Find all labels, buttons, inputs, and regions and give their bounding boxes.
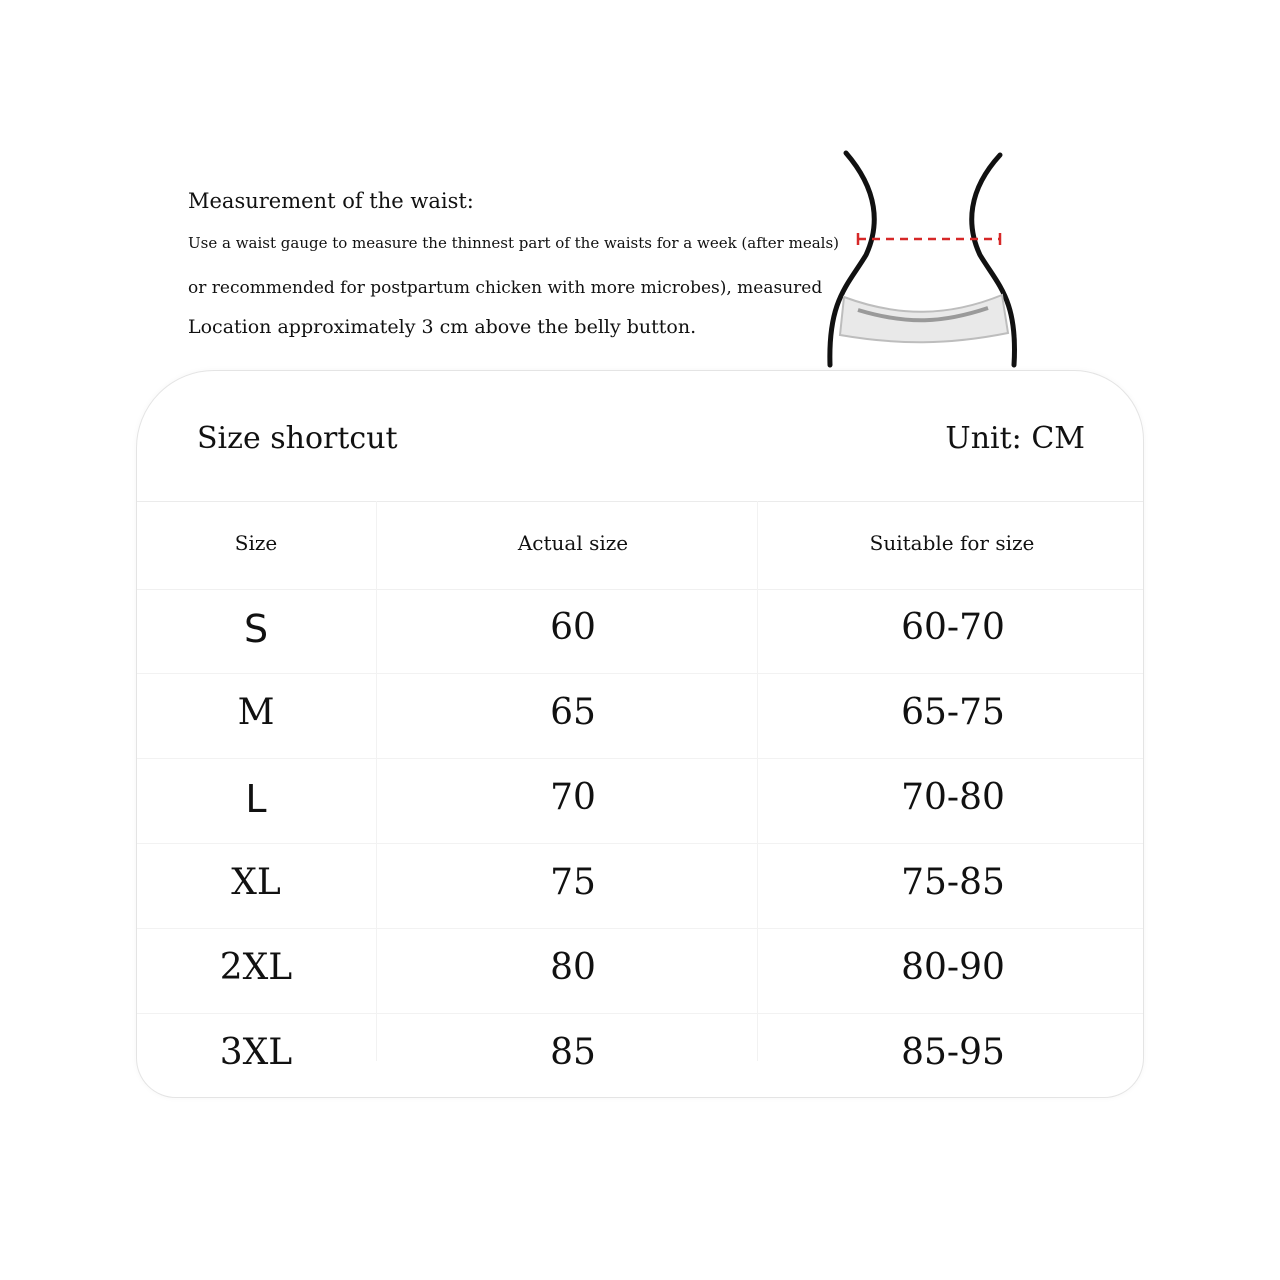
table-row — [137, 674, 1143, 759]
suitable-size-cell: 85-95 — [901, 1032, 1005, 1073]
measurement-instructions — [188, 186, 840, 338]
column-header-size: Size — [234, 531, 278, 555]
table-header-row — [137, 501, 1143, 590]
size-cell: S — [243, 607, 269, 651]
column-header-suitable-size: Suitable for size — [869, 531, 1035, 555]
table-row — [137, 1014, 1143, 1098]
size-cell: M — [237, 692, 275, 733]
column-header-actual-size: Actual size — [517, 531, 629, 555]
table-row — [137, 759, 1143, 844]
actual-size-cell: 80 — [550, 947, 596, 988]
actual-size-cell: 85 — [550, 1032, 596, 1073]
table-row — [137, 929, 1143, 1014]
table-row — [137, 844, 1143, 929]
suitable-size-cell: 80-90 — [901, 947, 1005, 988]
instructions-line-2: or recommended for postpartum chicken with more microbes), measured — [188, 278, 823, 298]
actual-size-cell: 75 — [550, 862, 596, 903]
size-cell: 2XL — [219, 947, 293, 988]
actual-size-cell: 70 — [550, 777, 596, 818]
size-table-body — [137, 589, 1143, 1098]
size-chart-header — [137, 371, 1143, 502]
instructions-line-3: Location approximately 3 cm above the belly button. — [188, 316, 697, 338]
unit-label: Unit: CM — [945, 421, 1085, 456]
waist-measure-icon — [818, 145, 1028, 370]
suitable-size-cell: 75-85 — [901, 862, 1005, 903]
measure-line — [858, 233, 1000, 245]
size-cell: 3XL — [219, 1032, 293, 1073]
instructions-title: Measurement of the waist: — [188, 189, 474, 213]
instructions-line-1: Use a waist gauge to measure the thinnest part of the waists for a week (after meals) — [188, 234, 840, 252]
size-cell: L — [245, 777, 267, 821]
table-row — [137, 589, 1143, 674]
suitable-size-cell: 65-75 — [901, 692, 1005, 733]
size-chart-title: Size shortcut — [197, 421, 398, 456]
suitable-size-cell: 70-80 — [901, 777, 1005, 818]
size-chart-card — [136, 370, 1144, 1098]
suitable-size-cell: 60-70 — [901, 607, 1005, 648]
actual-size-cell: 60 — [550, 607, 596, 648]
actual-size-cell: 65 — [550, 692, 596, 733]
size-cell: XL — [231, 862, 281, 903]
